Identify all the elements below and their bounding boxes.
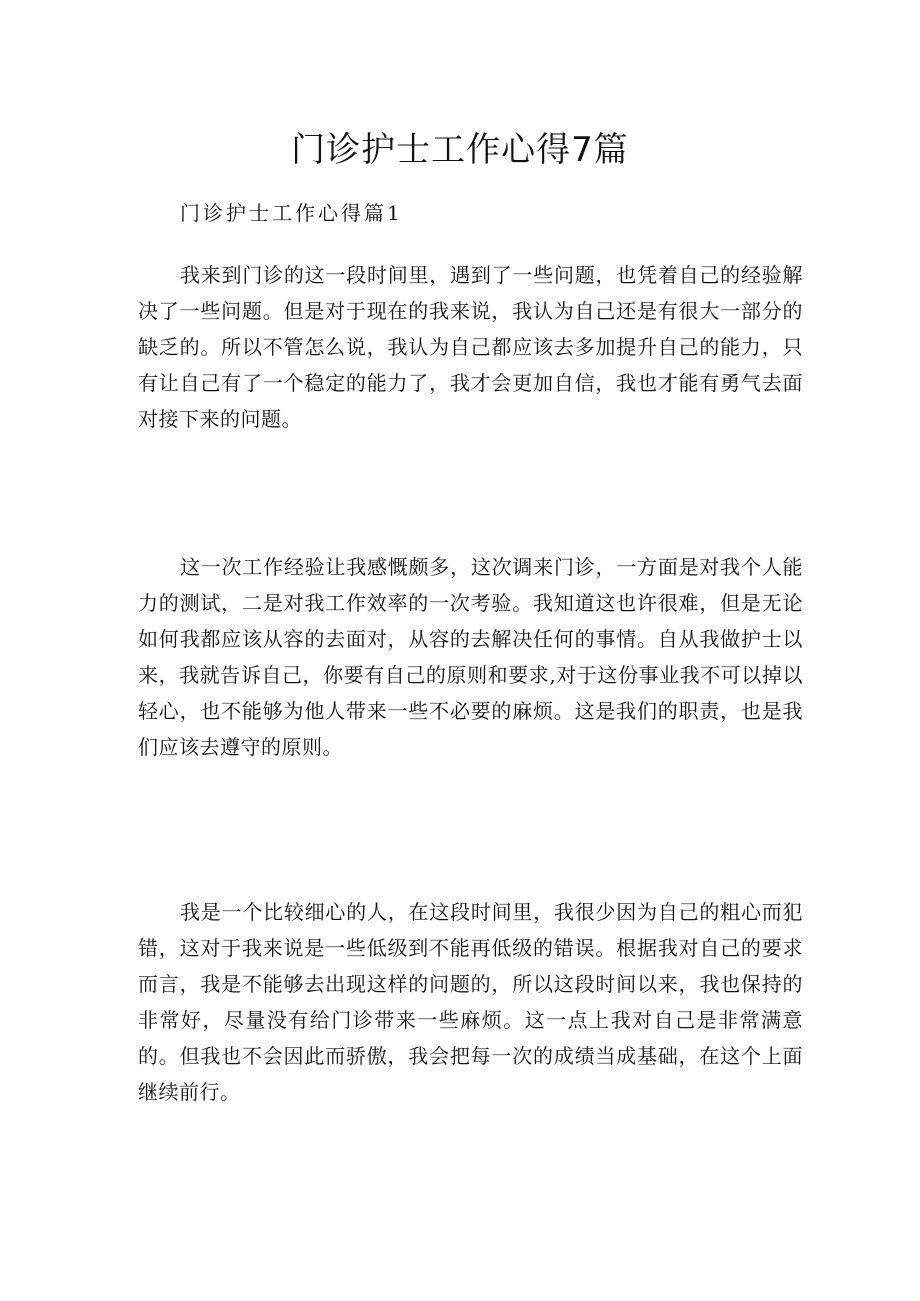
section-heading: 门诊护士工作心得篇1: [180, 201, 403, 225]
paragraph-2: 这一次工作经验让我感慨颇多，这次调来门诊，一方面是对我个人能力的测试，二是对我工作效率的一次考验。我知道这也许很难，但是无论如何我都应该从容的去面对，从容的去解决任何的事情。自从我做护士以来，我就告诉自己，你要有自己的原则和要求,对于这份事业我不可以掉以轻心，也不能够为他人带来一些不必要的麻烦。这是我们的职责，也是我们应该去遵守的原则。: [138, 555, 803, 759]
document-title: 门诊护士工作心得7篇: [291, 130, 629, 170]
paragraph-1: 我来到门诊的这一段时间里，遇到了一些问题，也凭着自己的经验解决了一些问题。但是对于现在的我来说，我认为自己还是有很大一部分的缺乏的。所以不管怎么说，我认为自己都应该去多加提升自己的能力，只有让自己有了一个稳定的能力了，我才会更加自信，我也才能有勇气去面对接下来的问题。: [138, 263, 803, 431]
paragraph-3: 我是一个比较细心的人，在这段时间里，我很少因为自己的粗心而犯错，这对于我来说是一些低级到不能再低级的错误。根据我对自己的要求而言，我是不能够去出现这样的问题的，所以这段时间以来，我也保持的非常好，尽量没有给门诊带来一些麻烦。这一点上我对自己是非常满意的。但我也不会因此而骄傲，我会把每一次的成绩当成基础，在这个上面继续前行。: [138, 900, 803, 1104]
